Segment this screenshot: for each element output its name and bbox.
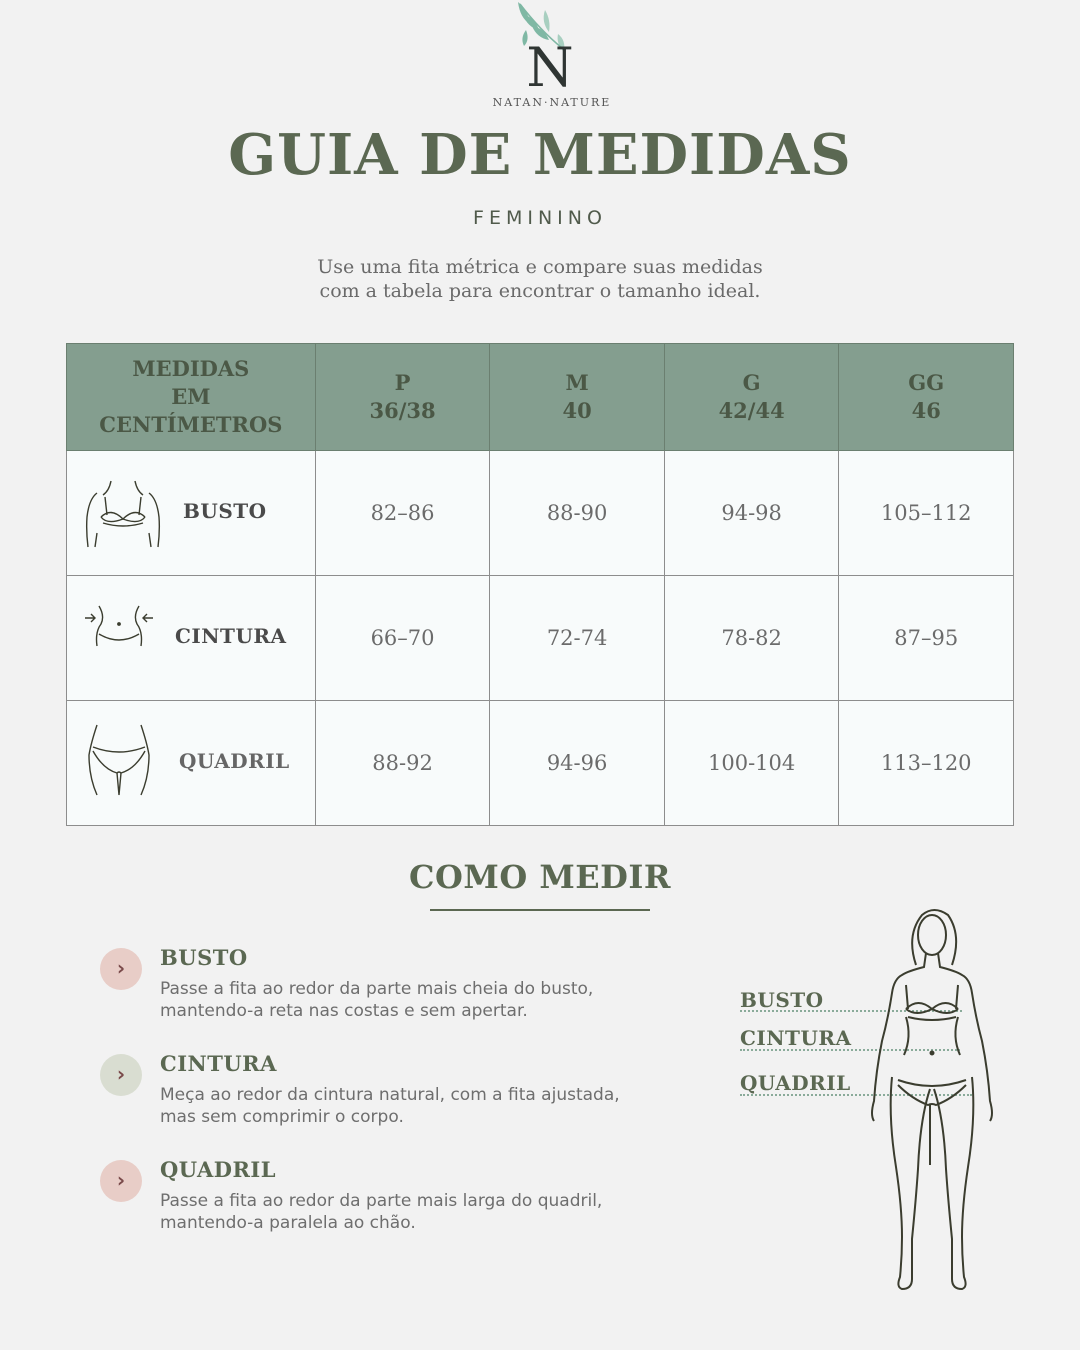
step-title: QUADRIL bbox=[160, 1157, 277, 1182]
step-text bbox=[160, 1190, 720, 1234]
step-text bbox=[160, 978, 720, 1022]
value-cell: 94-98 bbox=[664, 451, 839, 576]
brand-logo-letter: N bbox=[526, 36, 574, 99]
header-measures-cell bbox=[67, 344, 316, 451]
chevron-right-icon: › bbox=[100, 1160, 142, 1202]
header-size-gg bbox=[839, 344, 1014, 451]
header-size-g bbox=[664, 344, 839, 451]
page-title: GUIA DE MEDIDAS bbox=[228, 122, 852, 188]
step-cintura bbox=[100, 1051, 700, 1154]
size-letter: GG bbox=[908, 370, 945, 395]
value-cell: 66–70 bbox=[315, 576, 490, 701]
header-measures-line-2: EM bbox=[171, 384, 211, 409]
row-label: CINTURA bbox=[175, 624, 287, 648]
step-text-line-1: Passe a fita ao redor da parte mais cheia do busto, bbox=[160, 979, 594, 999]
row-label: BUSTO bbox=[183, 499, 267, 523]
body-figure-icon bbox=[860, 905, 1000, 1300]
title-underline bbox=[430, 909, 650, 911]
figure-label-cintura: CINTURA bbox=[740, 1026, 852, 1050]
how-to-title: COMO MEDIR bbox=[409, 858, 671, 896]
page-subtitle: FEMININO bbox=[473, 207, 607, 229]
step-text-line-2: mas sem comprimir o corpo. bbox=[160, 1107, 404, 1127]
row-label-cell bbox=[67, 451, 316, 576]
size-table bbox=[66, 343, 1014, 826]
step-text-line-2: mantendo-a reta nas costas e sem apertar. bbox=[160, 1001, 528, 1021]
step-title: CINTURA bbox=[160, 1051, 277, 1076]
size-letter: P bbox=[394, 370, 411, 395]
table-row-busto bbox=[67, 451, 1014, 576]
intro-text bbox=[240, 255, 840, 303]
row-label-cell bbox=[67, 701, 316, 826]
header-measures-line-3: CENTÍMETROS bbox=[99, 412, 283, 437]
value-cell: 87–95 bbox=[839, 576, 1014, 701]
size-letter: G bbox=[742, 370, 761, 395]
figure-label-quadril: QUADRIL bbox=[740, 1071, 851, 1095]
value-cell: 105–112 bbox=[839, 451, 1014, 576]
value-cell: 94-96 bbox=[490, 701, 664, 826]
intro-line-2: com a tabela para encontrar o tamanho ideal. bbox=[319, 280, 761, 302]
hip-icon bbox=[83, 723, 163, 803]
size-table-header-row bbox=[67, 344, 1014, 451]
size-numbers: 42/44 bbox=[718, 398, 785, 423]
value-cell: 88-90 bbox=[490, 451, 664, 576]
waist-icon bbox=[83, 598, 163, 678]
value-cell: 100-104 bbox=[664, 701, 839, 826]
header-measures-line-1: MEDIDAS bbox=[132, 356, 250, 381]
bust-icon bbox=[83, 473, 163, 553]
header-size-p bbox=[315, 344, 490, 451]
table-row-quadril bbox=[67, 701, 1014, 826]
value-cell: 88-92 bbox=[315, 701, 490, 826]
value-cell: 113–120 bbox=[839, 701, 1014, 826]
chevron-right-icon: › bbox=[100, 1054, 142, 1096]
brand-name: NATAN·NATURE bbox=[492, 96, 612, 109]
row-label: QUADRIL bbox=[179, 749, 290, 773]
step-text-line-1: Passe a fita ao redor da parte mais larga do quadril, bbox=[160, 1191, 603, 1211]
intro-line-1: Use uma fita métrica e compare suas medidas bbox=[317, 256, 763, 278]
step-quadril bbox=[100, 1157, 700, 1260]
step-text-line-2: mantendo-a paralela ao chão. bbox=[160, 1213, 416, 1233]
step-text bbox=[160, 1084, 720, 1128]
size-numbers: 40 bbox=[562, 398, 592, 423]
brand-logo-icon bbox=[490, 0, 620, 110]
step-text-line-1: Meça ao redor da cintura natural, com a fita ajustada, bbox=[160, 1085, 620, 1105]
size-numbers: 46 bbox=[911, 398, 941, 423]
row-label-cell bbox=[67, 576, 316, 701]
value-cell: 82–86 bbox=[315, 451, 490, 576]
size-numbers: 36/38 bbox=[369, 398, 436, 423]
figure-label-busto: BUSTO bbox=[740, 988, 824, 1012]
size-letter: M bbox=[565, 370, 589, 395]
table-row-cintura bbox=[67, 576, 1014, 701]
value-cell: 78-82 bbox=[664, 576, 839, 701]
value-cell: 72-74 bbox=[490, 576, 664, 701]
step-busto bbox=[100, 945, 700, 1048]
step-title: BUSTO bbox=[160, 945, 248, 970]
header-size-m bbox=[490, 344, 664, 451]
chevron-right-icon: › bbox=[100, 948, 142, 990]
